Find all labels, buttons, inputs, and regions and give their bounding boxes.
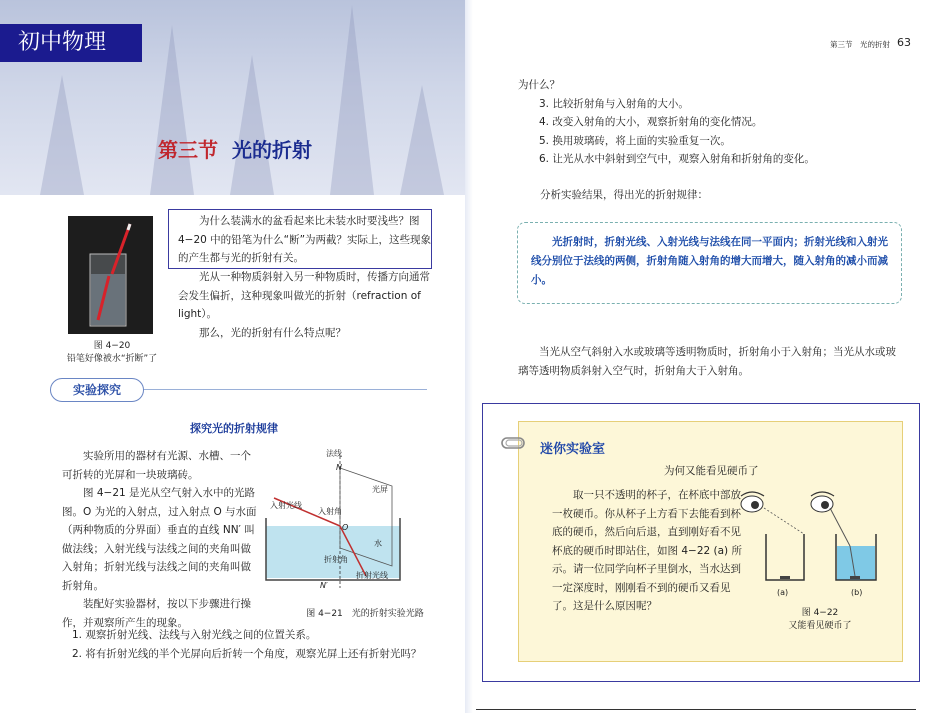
refraction-law-text: 光折射时，折射光线、入射光线与法线在同一平面内；折射光线和入射光线分别位于法线的两侧，折射角随入射角的增大而增大，随入射角的减小而减小。 [531, 236, 888, 286]
experiment-paragraph-1: 实验所用的器材有光源、水槽、一个可折转的光屏和一块玻璃砖。 [62, 450, 251, 481]
intro-paragraph [178, 268, 436, 342]
label-water: 水 [374, 539, 382, 548]
glass-pencil-image [68, 216, 153, 334]
figure-number: 图 4−22 [801, 608, 839, 618]
experiment-paragraph-2: 图 4−21 是光从空气射入水中的光路图。O 为光的入射点，过入射点 O 与水面（两种物质的分界面）垂直的直线 NN′ 叫做法线；入射光线与法线之间的夹角叫做入射角；折射光线与法线之间的夹角叫做折射角。 [62, 487, 257, 592]
label-normal: 法线 [326, 449, 342, 458]
observation-text: 当光从空气斜射入水或玻璃等透明物质时，折射角小于入射角；当光从水或玻璃等透明物质斜射入空气时，折射角大于入射角。 [518, 346, 896, 377]
step-1: 1. 观察折射光线、法线与入射光线之间的位置关系。 [72, 629, 317, 641]
experiment-paragraph-3: 装配好实验器材，按以下步骤进行操作，并观察所产生的现象。 [62, 598, 251, 629]
label-incident-angle: 入射角 [318, 507, 342, 516]
refraction-law [531, 233, 891, 290]
label-N: N [336, 463, 342, 472]
bottom-rule [476, 709, 916, 710]
intro-question-2: 那么，光的折射有什么特点呢？ [199, 326, 346, 339]
analysis-text: 分析实验结果，得出光的折射规律： [540, 189, 708, 201]
mini-lab-text: 取一只不透明的杯子，在杯底中部放一枚硬币。你从杯子上方看下去能看到杯底的硬币，然后向后退，直到刚好看不见杯底的硬币时即站住，如图 4−22 (a) 所示。请一位同学向杯子里倒水，当水达到一定深度时，刚刚看不到的硬币又看见了。这是什么原因呢？ [552, 489, 742, 612]
figure-caption-text: 又能看见硬币了 [788, 621, 852, 631]
brand-label: 初中物理 [0, 24, 142, 62]
explore-divider [142, 389, 427, 390]
explore-tab: 实验探究 [50, 378, 144, 402]
section-name: 光的折射 [232, 138, 312, 162]
figure-4-21-caption: 图 4−21 光的折射实验光路 [306, 609, 424, 619]
pencil-in-water-photo [68, 216, 153, 334]
label-refraction-angle: 折射角 [324, 555, 348, 564]
label-screen: 光屏 [372, 485, 388, 494]
experiment-text [62, 447, 257, 632]
step-4: 4. 改变入射角的大小，观察折射角的变化情况。 [539, 116, 763, 128]
label-O: O [342, 523, 349, 532]
page-number: 63 [897, 36, 911, 49]
coin-a [780, 576, 790, 579]
label-N-prime: N′ [320, 581, 328, 590]
coin-cup-diagram [740, 484, 885, 609]
section-title [158, 134, 312, 163]
refraction-diagram [262, 448, 462, 623]
experiment-title: 探究光的折射规律 [190, 422, 278, 435]
step-2: 2. 将有折射光线的半个光屏向后折转一个角度，观察光屏上还有折射光吗？ [72, 647, 422, 660]
figure-4-20-caption [52, 340, 172, 366]
label-refracted-ray: 折射光线 [356, 571, 388, 580]
cup-a [766, 534, 804, 580]
section-number: 第三节 [158, 138, 218, 162]
experiment-steps [72, 626, 462, 663]
intro-question: 为什么装满水的盆看起来比未装水时要浅些？图 4−20 中的铅笔为什么“断”为两截？实际上，这些现象的产生都与光的折射有关。 [178, 215, 432, 264]
step-5: 5. 换用玻璃砖，将上面的实验重复一次。 [539, 134, 731, 147]
step-3: 3. 比较折射角与入射角的大小。 [539, 97, 689, 110]
water-b [837, 546, 875, 580]
paper-clip-icon [500, 432, 528, 454]
mini-lab-subtitle: 为何又能看见硬币了 [664, 465, 759, 477]
label-incident-ray: 入射光线 [270, 501, 302, 510]
coin-b [850, 576, 860, 579]
mini-lab-title: 迷你实验室 [540, 442, 606, 457]
eye-icon-a [741, 492, 764, 512]
running-header: 第三节 光的折射 [830, 40, 890, 49]
experiment-steps-continued [518, 76, 898, 169]
figure-caption-text: 铅笔好像被水“折断”了 [66, 354, 158, 364]
figure-label-b: (b) [851, 588, 863, 597]
figure-number: 图 4−20 [93, 341, 131, 351]
step-2-end: 为什么？ [518, 79, 560, 91]
step-6: 6. 让光从水中斜射到空气中，观察入射角和折射角的变化。 [539, 153, 815, 165]
page-gutter [465, 0, 473, 713]
figure-4-22-caption [780, 607, 860, 633]
figure-label-a: (a) [777, 588, 789, 597]
refraction-definition: 光从一种物质斜射入另一种物质时，传播方向通常会发生偏折，这种现象叫做光的折射（refraction of light）。 [178, 271, 430, 320]
